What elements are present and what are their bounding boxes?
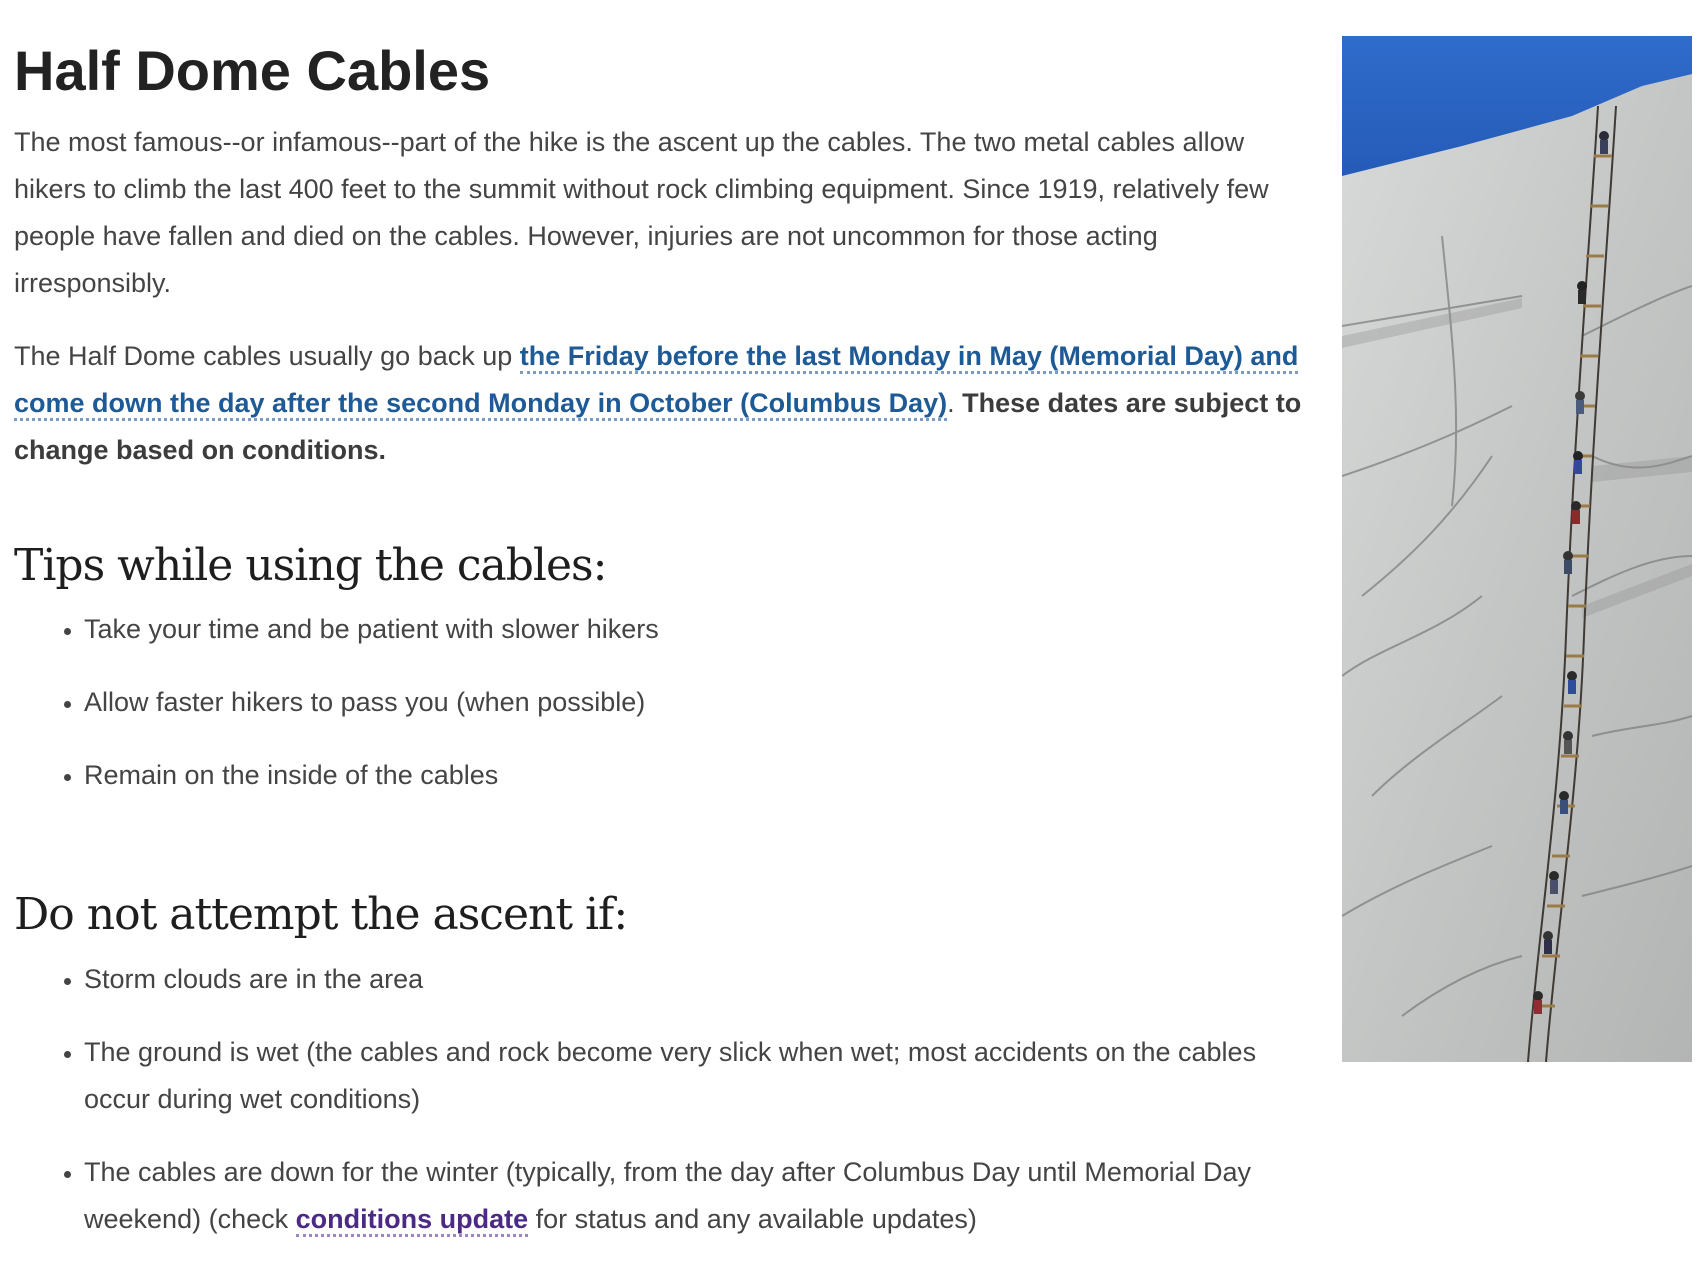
dates-paragraph	[14, 333, 1314, 474]
tips-list-item: • Allow faster hikers to pass you (when possible)	[84, 679, 1314, 726]
do-not-attempt-list	[14, 956, 1314, 1243]
winter-item-suffix: for status and any available updates)	[528, 1203, 977, 1234]
do-not-list-item-winter	[84, 1149, 1314, 1243]
conditions-update-link[interactable]: conditions update	[296, 1204, 529, 1237]
dates-paragraph-prefix: The Half Dome cables usually go back up	[14, 340, 520, 371]
tips-list-item: • Take your time and be patient with slower hikers	[84, 606, 1314, 653]
dates-paragraph-after-link: .	[947, 387, 963, 418]
dates-subject-to-change-note: These dates are subject to change based on conditions.	[14, 387, 1302, 465]
cable-dates-link[interactable]: the Friday before the last Monday in May (Memorial Day) and come down the day after the second Monday in October (Columbus Day)	[14, 341, 1298, 421]
do-not-list-item: • Storm clouds are in the area	[84, 956, 1314, 1003]
tips-list	[14, 606, 1314, 799]
tips-list-item: • Remain on the inside of the cables	[84, 752, 1314, 799]
winter-item-prefix: The cables are down for the winter (typically, from the day after Columbus Day until Memorial Day weekend) (check	[84, 1156, 1251, 1234]
article-content	[14, 28, 1314, 1269]
intro-paragraph: The most famous--or infamous--part of the hike is the ascent up the cables. The two metal cables allow hikers to climb the last 400 feet to the summit without rock climbing equipment. Since 1919, relatively few people have fallen and died on the cables. However, injuries are not uncommon for those acting irresponsibly.	[14, 126, 1269, 298]
do-not-list-item: • The ground is wet (the cables and rock become very slick when wet; most accidents on the cables occur during wet conditions)	[84, 1029, 1314, 1123]
page-title: Half Dome Cables	[14, 39, 491, 102]
do-not-attempt-heading: Do not attempt the ascent if:	[14, 889, 628, 941]
tips-heading: Tips while using the cables:	[14, 539, 607, 591]
cables-photo-illustration	[1342, 36, 1692, 1062]
half-dome-cables-photo	[1342, 36, 1692, 1062]
